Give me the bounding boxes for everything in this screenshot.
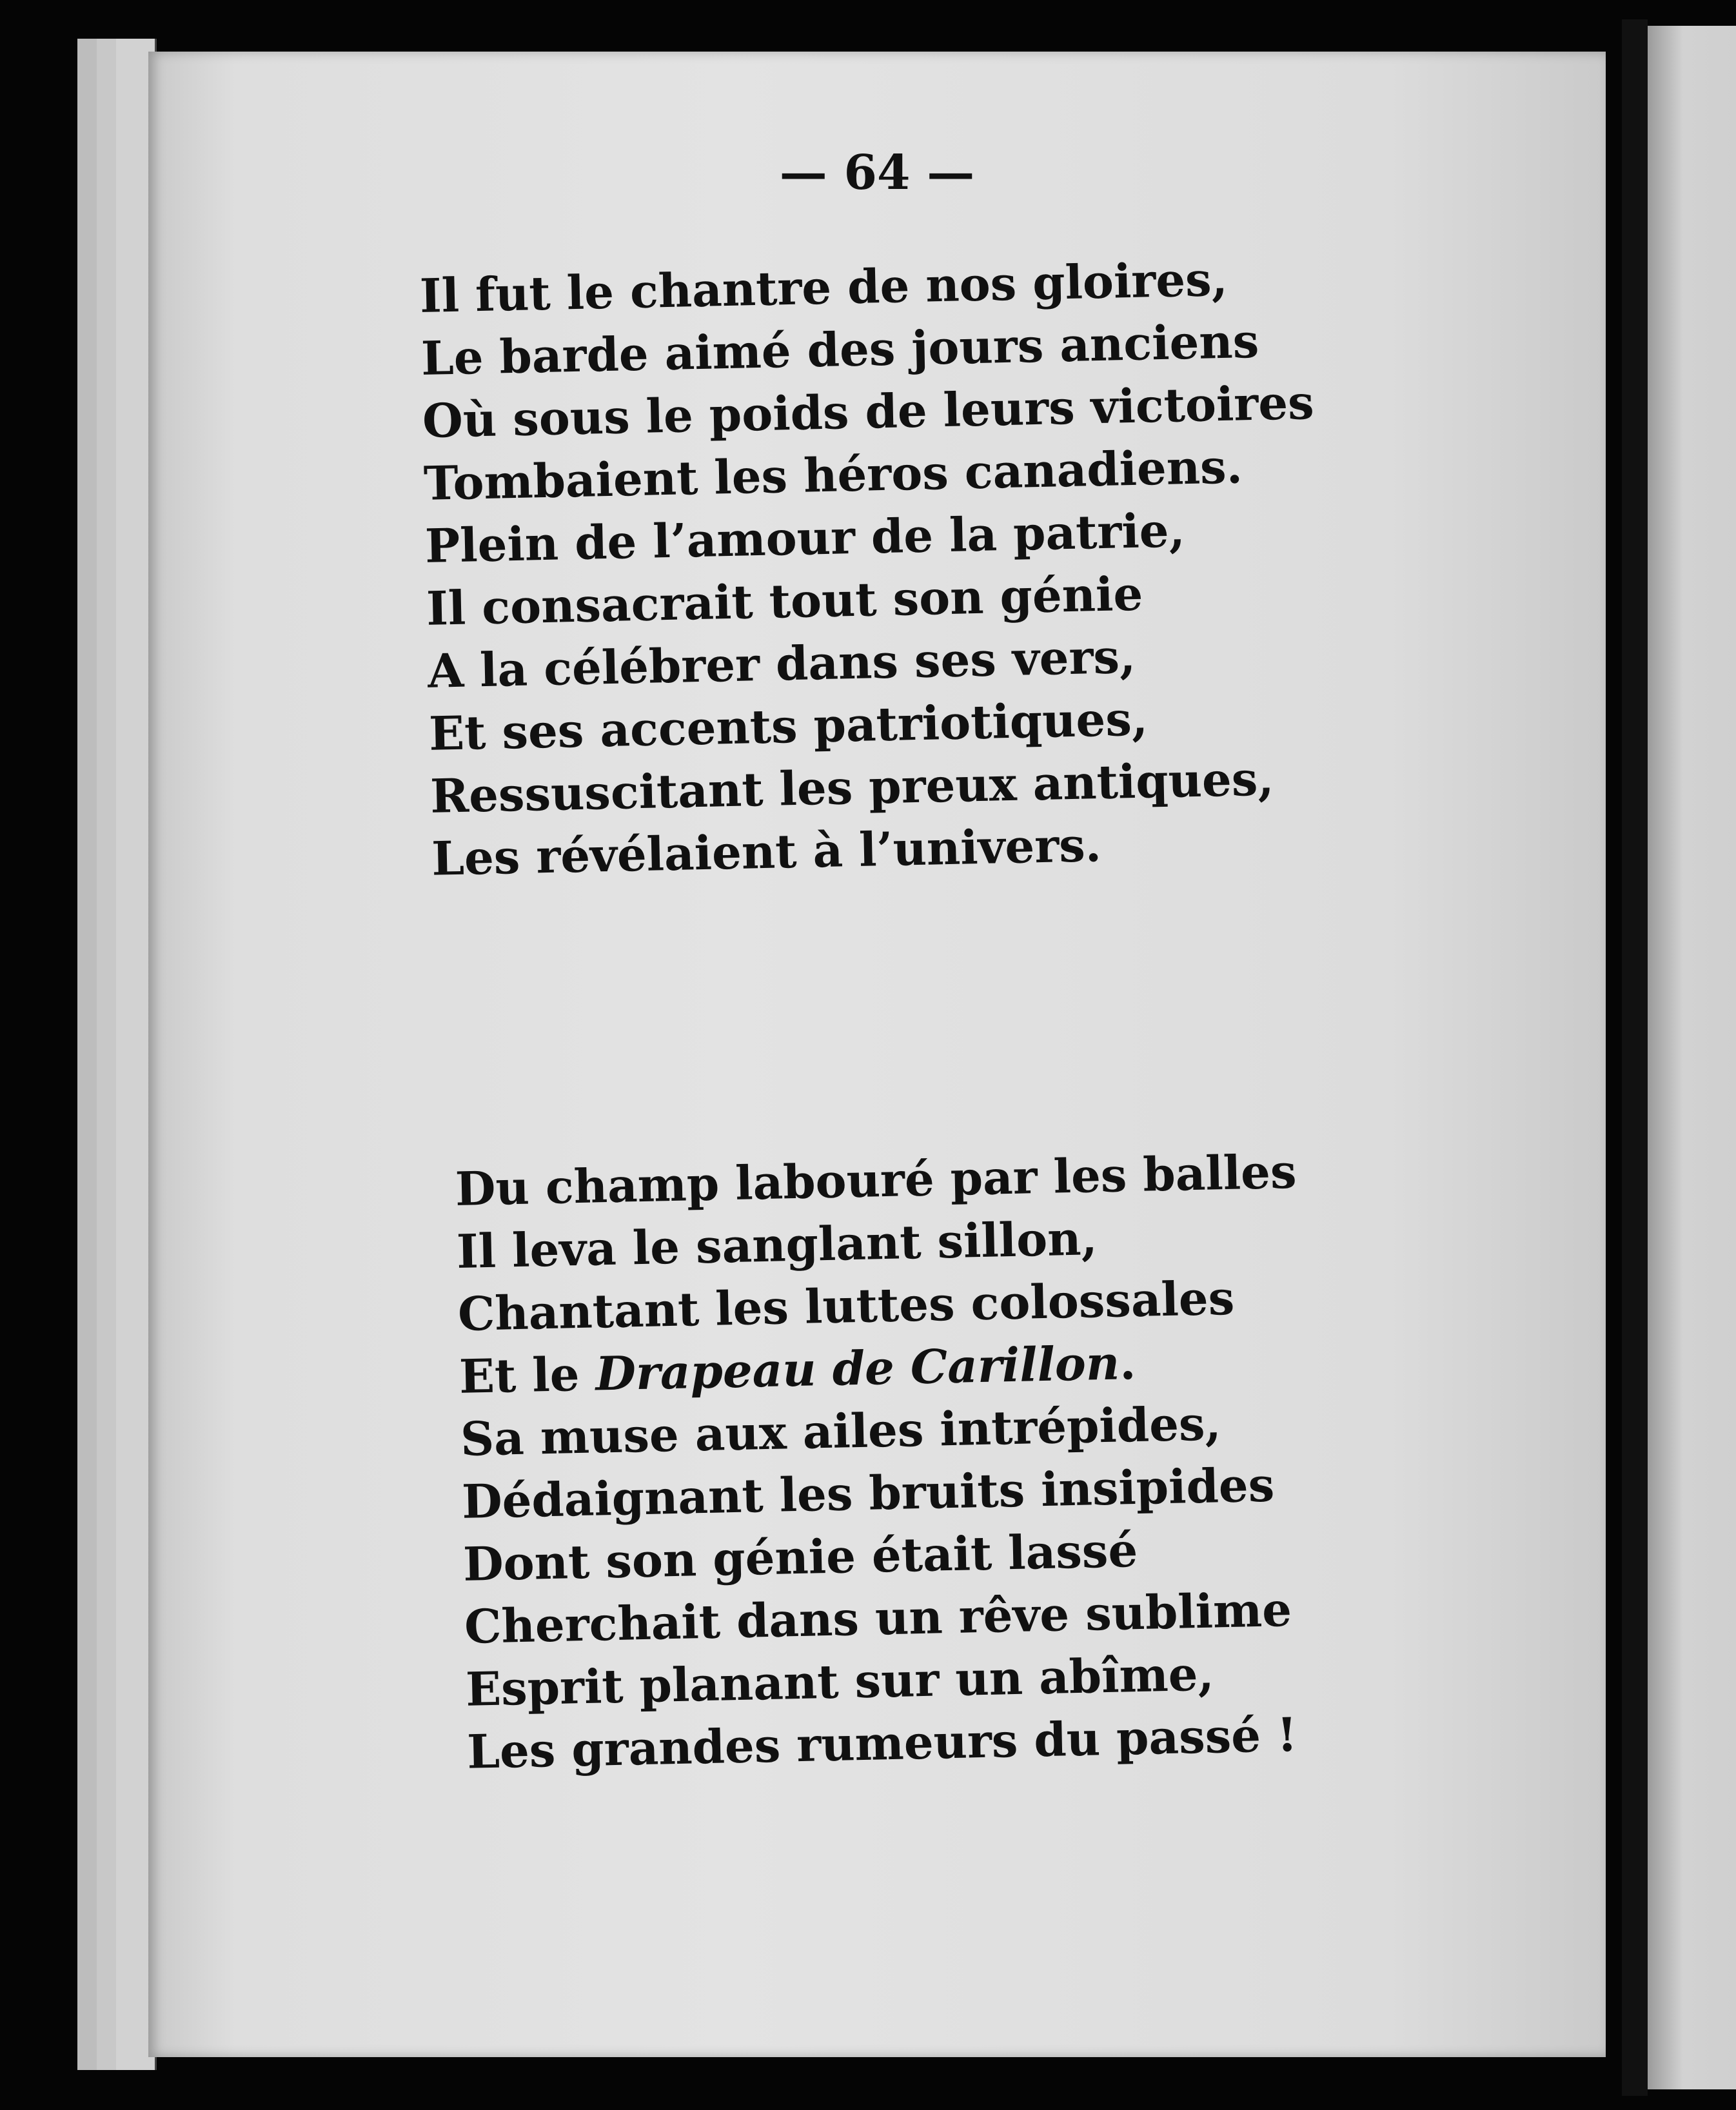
page-number: — 64 — bbox=[779, 145, 975, 201]
verse-line: Il consacrait tout son génie bbox=[426, 566, 1144, 636]
verse-line: Esprit planant sur un abîme, bbox=[465, 1646, 1215, 1717]
stanza-2 bbox=[455, 1140, 1309, 1783]
verse-line: Tombaient les héros canadiens. bbox=[423, 439, 1243, 511]
verse-line: Cherchait dans un rêve sublime bbox=[464, 1581, 1292, 1654]
book-gutter bbox=[1622, 19, 1648, 2096]
stanza-1 bbox=[419, 246, 1324, 890]
verse-line: Chantant les luttes colossales bbox=[457, 1270, 1235, 1341]
verse-line-with-italic: Et le Drapeau de Carillon. bbox=[459, 1334, 1137, 1404]
verse-line: Sa muse aux ailes intrépides, bbox=[460, 1395, 1222, 1466]
verse-line: Il leva le sanglant sillon, bbox=[456, 1210, 1098, 1279]
verse-line: Plein de l’amour de la patrie, bbox=[424, 502, 1186, 573]
verse-line: Ressuscitant les preux antiques, bbox=[429, 751, 1275, 823]
verse-line: A la célébrer dans ses vers, bbox=[427, 628, 1136, 698]
verse-line: Il fut le chantre de nos gloires, bbox=[419, 251, 1228, 323]
verse-line: Du champ labouré par les balles bbox=[455, 1143, 1297, 1216]
verse-line: Dédaignant les bruits insipides bbox=[461, 1457, 1275, 1529]
verse-line: Le barde aimé des jours anciens bbox=[420, 313, 1259, 386]
verse-line: Les révélaient à l’univers. bbox=[431, 817, 1102, 886]
facing-page-edge bbox=[1648, 26, 1736, 2089]
verse-line: Les grandes rumeurs du passé ! bbox=[466, 1706, 1298, 1779]
verse-line: Où sous le poids de leurs victoires bbox=[422, 374, 1315, 448]
italic-title: Drapeau de Carillon bbox=[595, 1335, 1120, 1401]
verse-line: Dont son génie était lassé bbox=[462, 1522, 1138, 1592]
verse-line: Et ses accents patriotiques, bbox=[428, 691, 1149, 761]
book-page bbox=[148, 52, 1606, 2057]
